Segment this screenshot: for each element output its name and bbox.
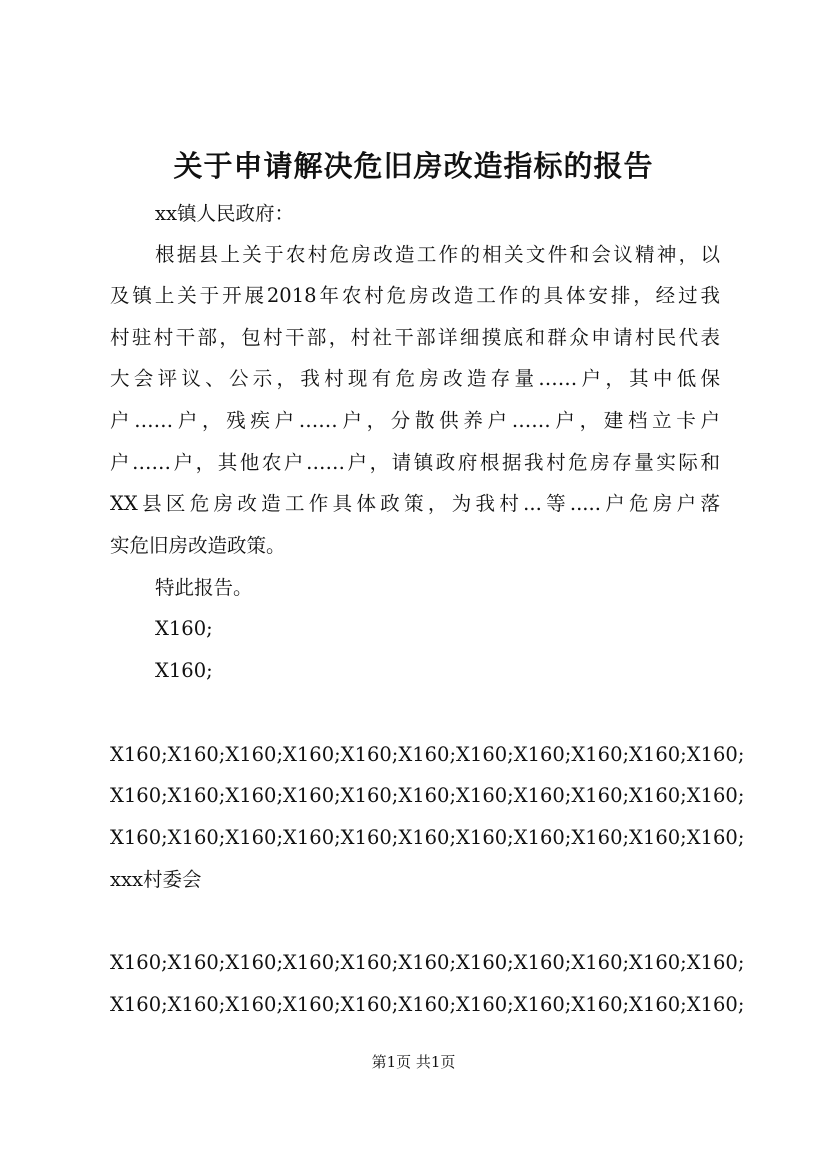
placeholder-short-2: X160; — [155, 659, 213, 682]
body-line-5: 户……户，残疾户……户，分散供养户……户，建档立卡户 — [110, 409, 720, 432]
body-line-7: XX县区危房改造工作具体政策，为我村...等.....户危房户落 — [110, 492, 720, 515]
placeholder-block-2-line-2: X160;X160;X160;X160;X160;X160;X160;X160;X160;X160;X160; — [110, 993, 745, 1016]
page-footer: 第1页 共1页 — [371, 1053, 456, 1071]
body-line-2: 及镇上关于开展2018年农村危房改造工作的具体安排，经过我 — [110, 284, 720, 307]
placeholder-block-2-line-1: X160;X160;X160;X160;X160;X160;X160;X160;X160;X160;X160; — [110, 951, 745, 974]
body-line-1: 根据县上关于农村危房改造工作的相关文件和会议精神，以 — [155, 243, 720, 266]
placeholder-block-1-line-2: X160;X160;X160;X160;X160;X160;X160;X160;X160;X160;X160; — [110, 784, 745, 807]
salutation: xx镇人民政府： — [155, 202, 294, 225]
signature: xxx村委会 — [110, 868, 202, 891]
placeholder-block-1-line-1: X160;X160;X160;X160;X160;X160;X160;X160;X160;X160;X160; — [110, 743, 745, 766]
body-line-4: 大会评议、公示，我村现有危房改造存量……户，其中低保 — [110, 367, 720, 390]
document-title: 关于申请解决危旧房改造指标的报告 — [173, 149, 654, 183]
placeholder-short-1: X160; — [155, 617, 213, 640]
closing-text: 特此报告。 — [155, 576, 253, 599]
body-line-6: 户……户，其他农户……户，请镇政府根据我村危房存量实际和 — [110, 451, 720, 474]
placeholder-block-1-line-3: X160;X160;X160;X160;X160;X160;X160;X160;X160;X160;X160; — [110, 826, 745, 849]
body-line-3: 村驻村干部，包村干部，村社干部详细摸底和群众申请村民代表 — [110, 326, 720, 349]
body-line-8: 实危旧房改造政策。 — [110, 534, 286, 557]
